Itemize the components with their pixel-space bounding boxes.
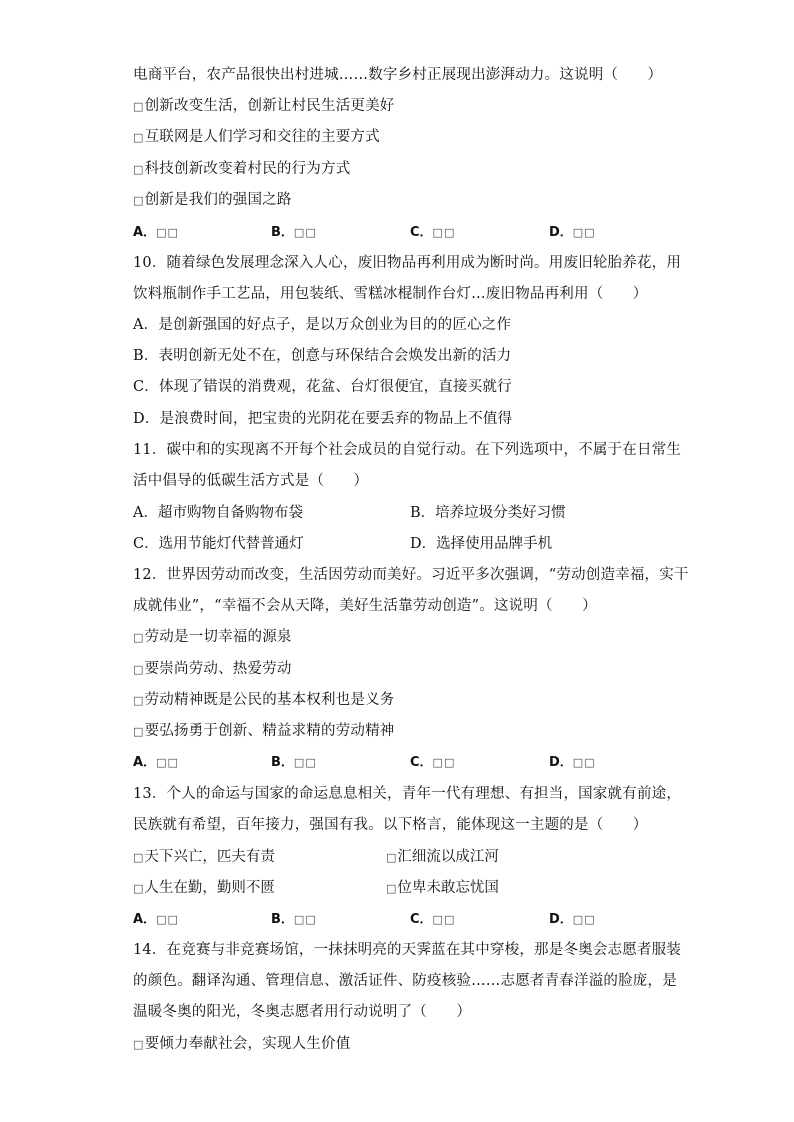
- q11-option-a[interactable]: A．超市购物自备购物布袋: [133, 505, 303, 521]
- q12-statement-2: □要崇尚劳动、热爱劳动: [133, 659, 292, 680]
- statement-marker: □: [133, 851, 144, 864]
- q14-stem-line-1: 14．在竞赛与非竞赛场馆，一抹抹明亮的天霁蓝在其中穿梭，那是冬奥会志愿者服装: [133, 942, 682, 958]
- q13-statement-2: □汇细流以成江河: [386, 847, 499, 868]
- q11-option-c[interactable]: C．选用节能灯代替普通灯: [133, 536, 304, 552]
- q14-statement-1: □要倾力奉献社会，实现人生价值: [133, 1034, 350, 1055]
- q11-option-d[interactable]: D．选择使用品牌手机: [410, 536, 553, 552]
- q13-statement-4: □位卑未敢忘忧国: [386, 878, 499, 899]
- q13-stem-line-2: 民族就有希望，百年接力，强国有我。以下格言，能体现这一主题的是（ ）: [133, 817, 648, 833]
- statement-marker: □: [133, 1038, 144, 1051]
- statement-marker: □: [133, 131, 144, 144]
- q12-stem-line-1: 12．世界因劳动而改变，生活因劳动而美好。习近平多次强调，“劳动创造幸福，实干: [133, 567, 689, 583]
- q12-choice-d[interactable]: D．□□: [549, 755, 596, 770]
- q9-statement-3: □科技创新改变着村民的行为方式: [133, 159, 350, 180]
- q10-option-b[interactable]: B．表明创新无处不在，创意与环保结合会焕发出新的活力: [133, 348, 512, 364]
- statement-marker: □: [133, 663, 144, 676]
- q10-stem-line-2: 饮料瓶制作手工艺品，用包装纸、雪糕冰棍制作台灯…废旧物品再利用（ ）: [133, 286, 648, 302]
- q13-statement-1: □天下兴亡，匹夫有责: [133, 847, 275, 868]
- q13-choice-b[interactable]: B．□□: [271, 912, 317, 927]
- statement-marker: □: [133, 194, 144, 207]
- statement-marker: □: [386, 882, 397, 895]
- q14-stem-line-2: 的颜色。翻译沟通、管理信息、激活证件、防疫核验……志愿者青春洋溢的脸庞，是: [133, 973, 677, 989]
- statement-marker: □: [133, 163, 144, 176]
- q13-choice-d[interactable]: D．□□: [549, 912, 596, 927]
- statement-marker: □: [133, 694, 144, 707]
- q11-stem-line-2: 活中倡导的低碳生活方式是（ ）: [133, 473, 369, 489]
- q13-choice-c[interactable]: C．□□: [410, 912, 456, 927]
- q11-stem-line-1: 11．碳中和的实现离不开每个社会成员的自觉行动。在下列选项中，不属于在日常生: [133, 442, 682, 458]
- q10-option-d[interactable]: D．是浪费时间，把宝贵的光阴花在要丢弃的物品上不值得: [133, 411, 513, 427]
- q9-statement-2: □互联网是人们学习和交往的主要方式: [133, 127, 380, 148]
- q9-statement-4: □创新是我们的强国之路: [133, 190, 292, 211]
- q10-option-a[interactable]: A．是创新强国的好点子，是以万众创业为目的的匠心之作: [133, 317, 512, 333]
- q9-stem: 电商平台，农产品很快出村进城……数字乡村正展现出澎湃动力。这说明（ ）: [133, 67, 663, 83]
- statement-marker: □: [133, 882, 144, 895]
- statement-marker: □: [386, 851, 397, 864]
- q14-stem-line-3: 温暖冬奥的阳光，冬奥志愿者用行动说明了（ ）: [133, 1004, 472, 1020]
- q13-statement-3: □人生在勤，勤则不匮: [133, 878, 275, 899]
- statement-marker: □: [133, 725, 144, 738]
- q12-statement-3: □劳动精神既是公民的基本权利也是义务: [133, 690, 395, 711]
- q12-stem-line-2: 成就伟业”，“幸福不会从天降，美好生活靠劳动创造”。这说明（ ）: [133, 598, 597, 614]
- statement-marker: □: [133, 631, 144, 644]
- q10-stem-line-1: 10．随着绿色发展理念深入人心，废旧物品再利用成为断时尚。用废旧轮胎养花，用: [133, 255, 682, 271]
- q12-choice-a[interactable]: A．□□: [133, 755, 179, 770]
- q12-choice-c[interactable]: C．□□: [410, 755, 456, 770]
- statement-marker: □: [133, 100, 144, 113]
- q11-option-b[interactable]: B．培养垃圾分类好习惯: [410, 505, 566, 521]
- q12-statement-1: □劳动是一切幸福的源泉: [133, 627, 292, 648]
- q12-choice-b[interactable]: B．□□: [271, 755, 317, 770]
- q9-choice-a[interactable]: A．□□: [133, 225, 179, 240]
- q9-statement-1: □创新改变生活，创新让村民生活更美好: [133, 96, 395, 117]
- q9-choice-b[interactable]: B．□□: [271, 225, 317, 240]
- q9-choice-d[interactable]: D．□□: [549, 225, 596, 240]
- q13-choice-a[interactable]: A．□□: [133, 912, 179, 927]
- q13-stem-line-1: 13．个人的命运与国家的命运息息相关，青年一代有理想、有担当，国家就有前途，: [133, 786, 682, 802]
- q10-option-c[interactable]: C．体现了错误的消费观，花盆、台灯很便宜，直接买就行: [133, 379, 512, 395]
- q9-choice-c[interactable]: C．□□: [410, 225, 456, 240]
- q12-statement-4: □要弘扬勇于创新、精益求精的劳动精神: [133, 721, 395, 742]
